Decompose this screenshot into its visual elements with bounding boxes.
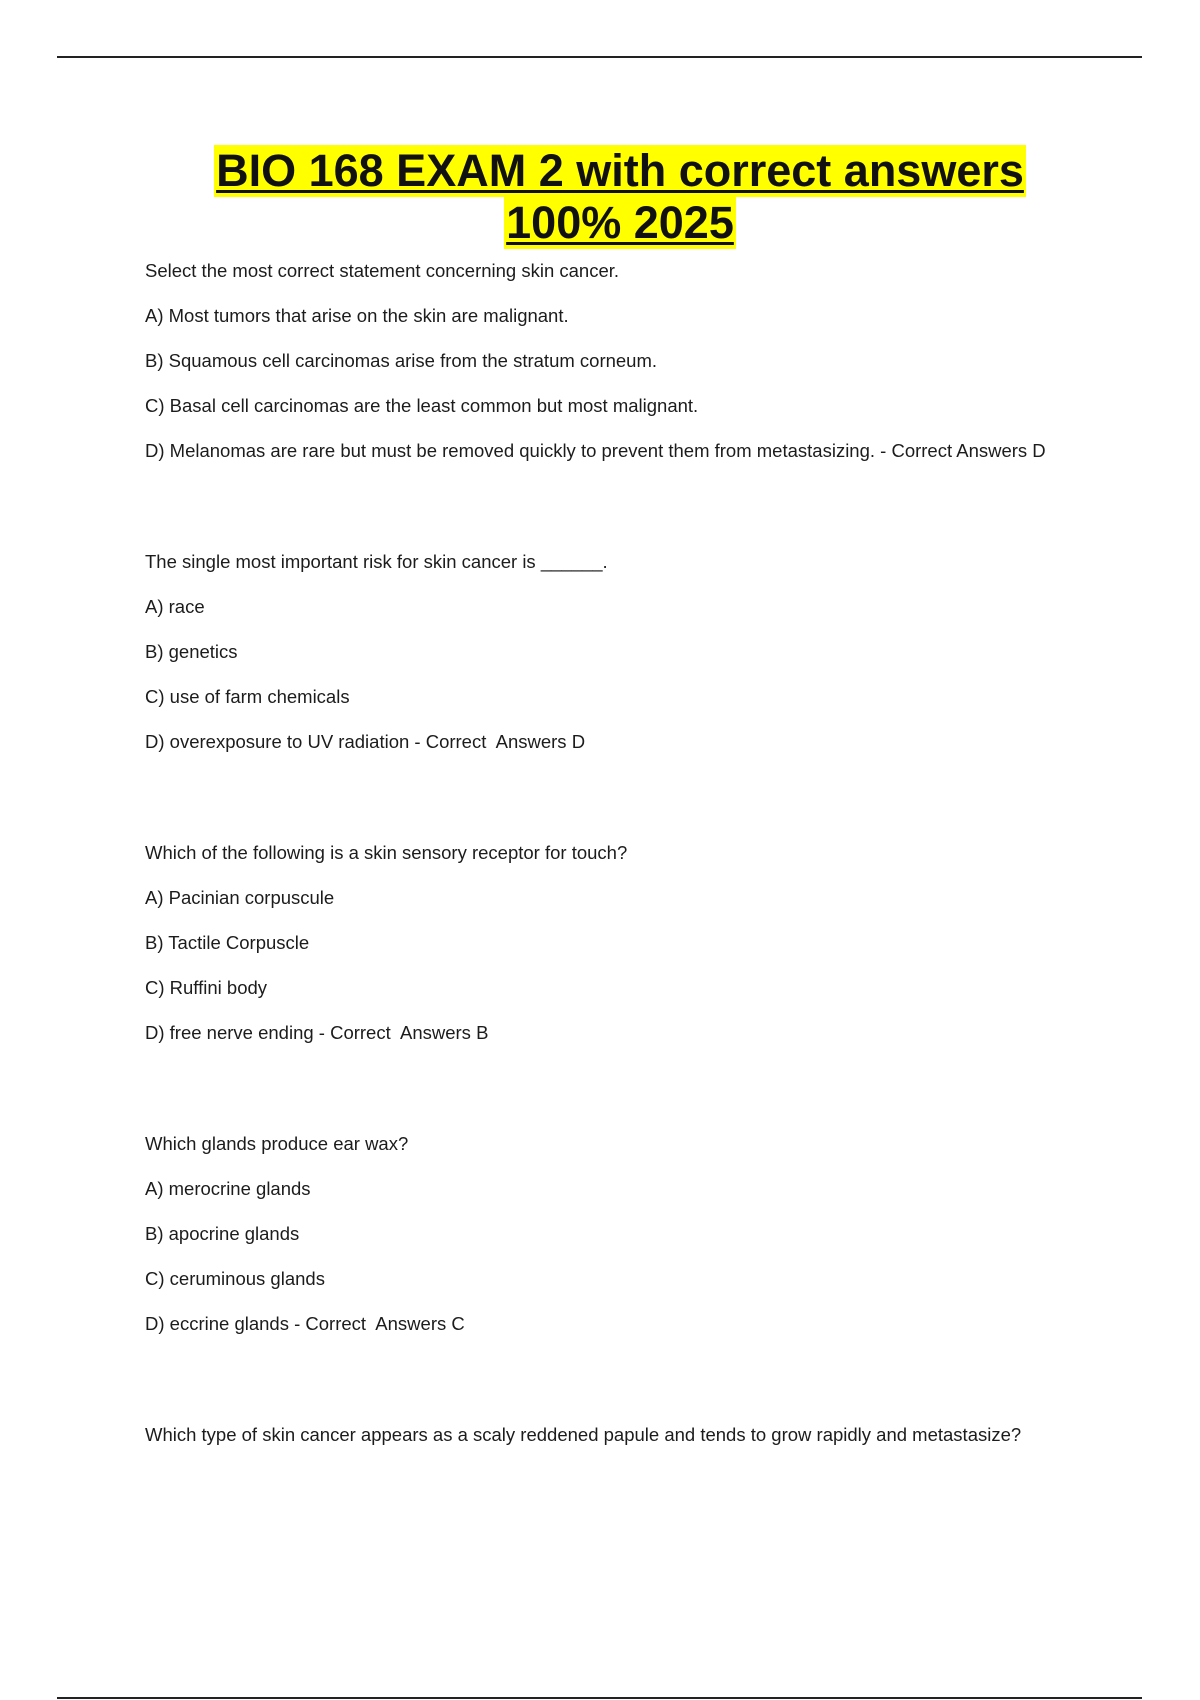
- option-c: C) use of farm chemicals: [145, 686, 350, 707]
- title-line-1: BIO 168 EXAM 2 with correct answers: [216, 145, 1024, 196]
- question-text: Which type of skin cancer appears as a scaly reddened papule and tends to grow rapidly and metastasize?: [145, 1424, 1022, 1445]
- option-c: C) ceruminous glands: [145, 1268, 325, 1289]
- option-c: C) Basal cell carcinomas are the least common but most malignant.: [145, 395, 699, 416]
- option-d-answer: D) eccrine glands - Correct Answers C: [145, 1313, 465, 1334]
- title-line-2: 100% 2025: [506, 197, 734, 248]
- question-2: [145, 547, 1065, 757]
- option-a: A) race: [145, 596, 205, 617]
- option-c: C) Ruffini body: [145, 977, 268, 998]
- question-5: [145, 1420, 1065, 1450]
- option-b: B) Tactile Corpuscle: [145, 932, 310, 953]
- bottom-rule: [57, 1697, 1142, 1699]
- option-a: A) Pacinian corpuscule: [145, 887, 335, 908]
- option-b: B) genetics: [145, 641, 238, 662]
- option-b: B) apocrine glands: [145, 1223, 300, 1244]
- question-text: Which glands produce ear wax?: [145, 1133, 409, 1154]
- question-1: [145, 256, 1065, 466]
- question-text: Which of the following is a skin sensory receptor for touch?: [145, 842, 628, 863]
- option-a: A) Most tumors that arise on the skin are malignant.: [145, 305, 569, 326]
- question-list: [145, 256, 1065, 1531]
- question-3: [145, 838, 1065, 1048]
- option-b: B) Squamous cell carcinomas arise from the stratum corneum.: [145, 350, 658, 371]
- option-a: A) merocrine glands: [145, 1178, 311, 1199]
- document-title: [60, 145, 1180, 249]
- question-4: [145, 1129, 1065, 1339]
- option-d-answer: D) Melanomas are rare but must be removed quickly to prevent them from metastasizing. - Correct Answers D: [145, 440, 1046, 461]
- option-d-answer: D) overexposure to UV radiation - Correct Answers D: [145, 731, 586, 752]
- option-d-answer: D) free nerve ending - Correct Answers B: [145, 1022, 489, 1043]
- question-text: Select the most correct statement concerning skin cancer.: [145, 260, 620, 281]
- question-text: The single most important risk for skin cancer is ______.: [145, 551, 608, 572]
- top-rule: [57, 56, 1142, 58]
